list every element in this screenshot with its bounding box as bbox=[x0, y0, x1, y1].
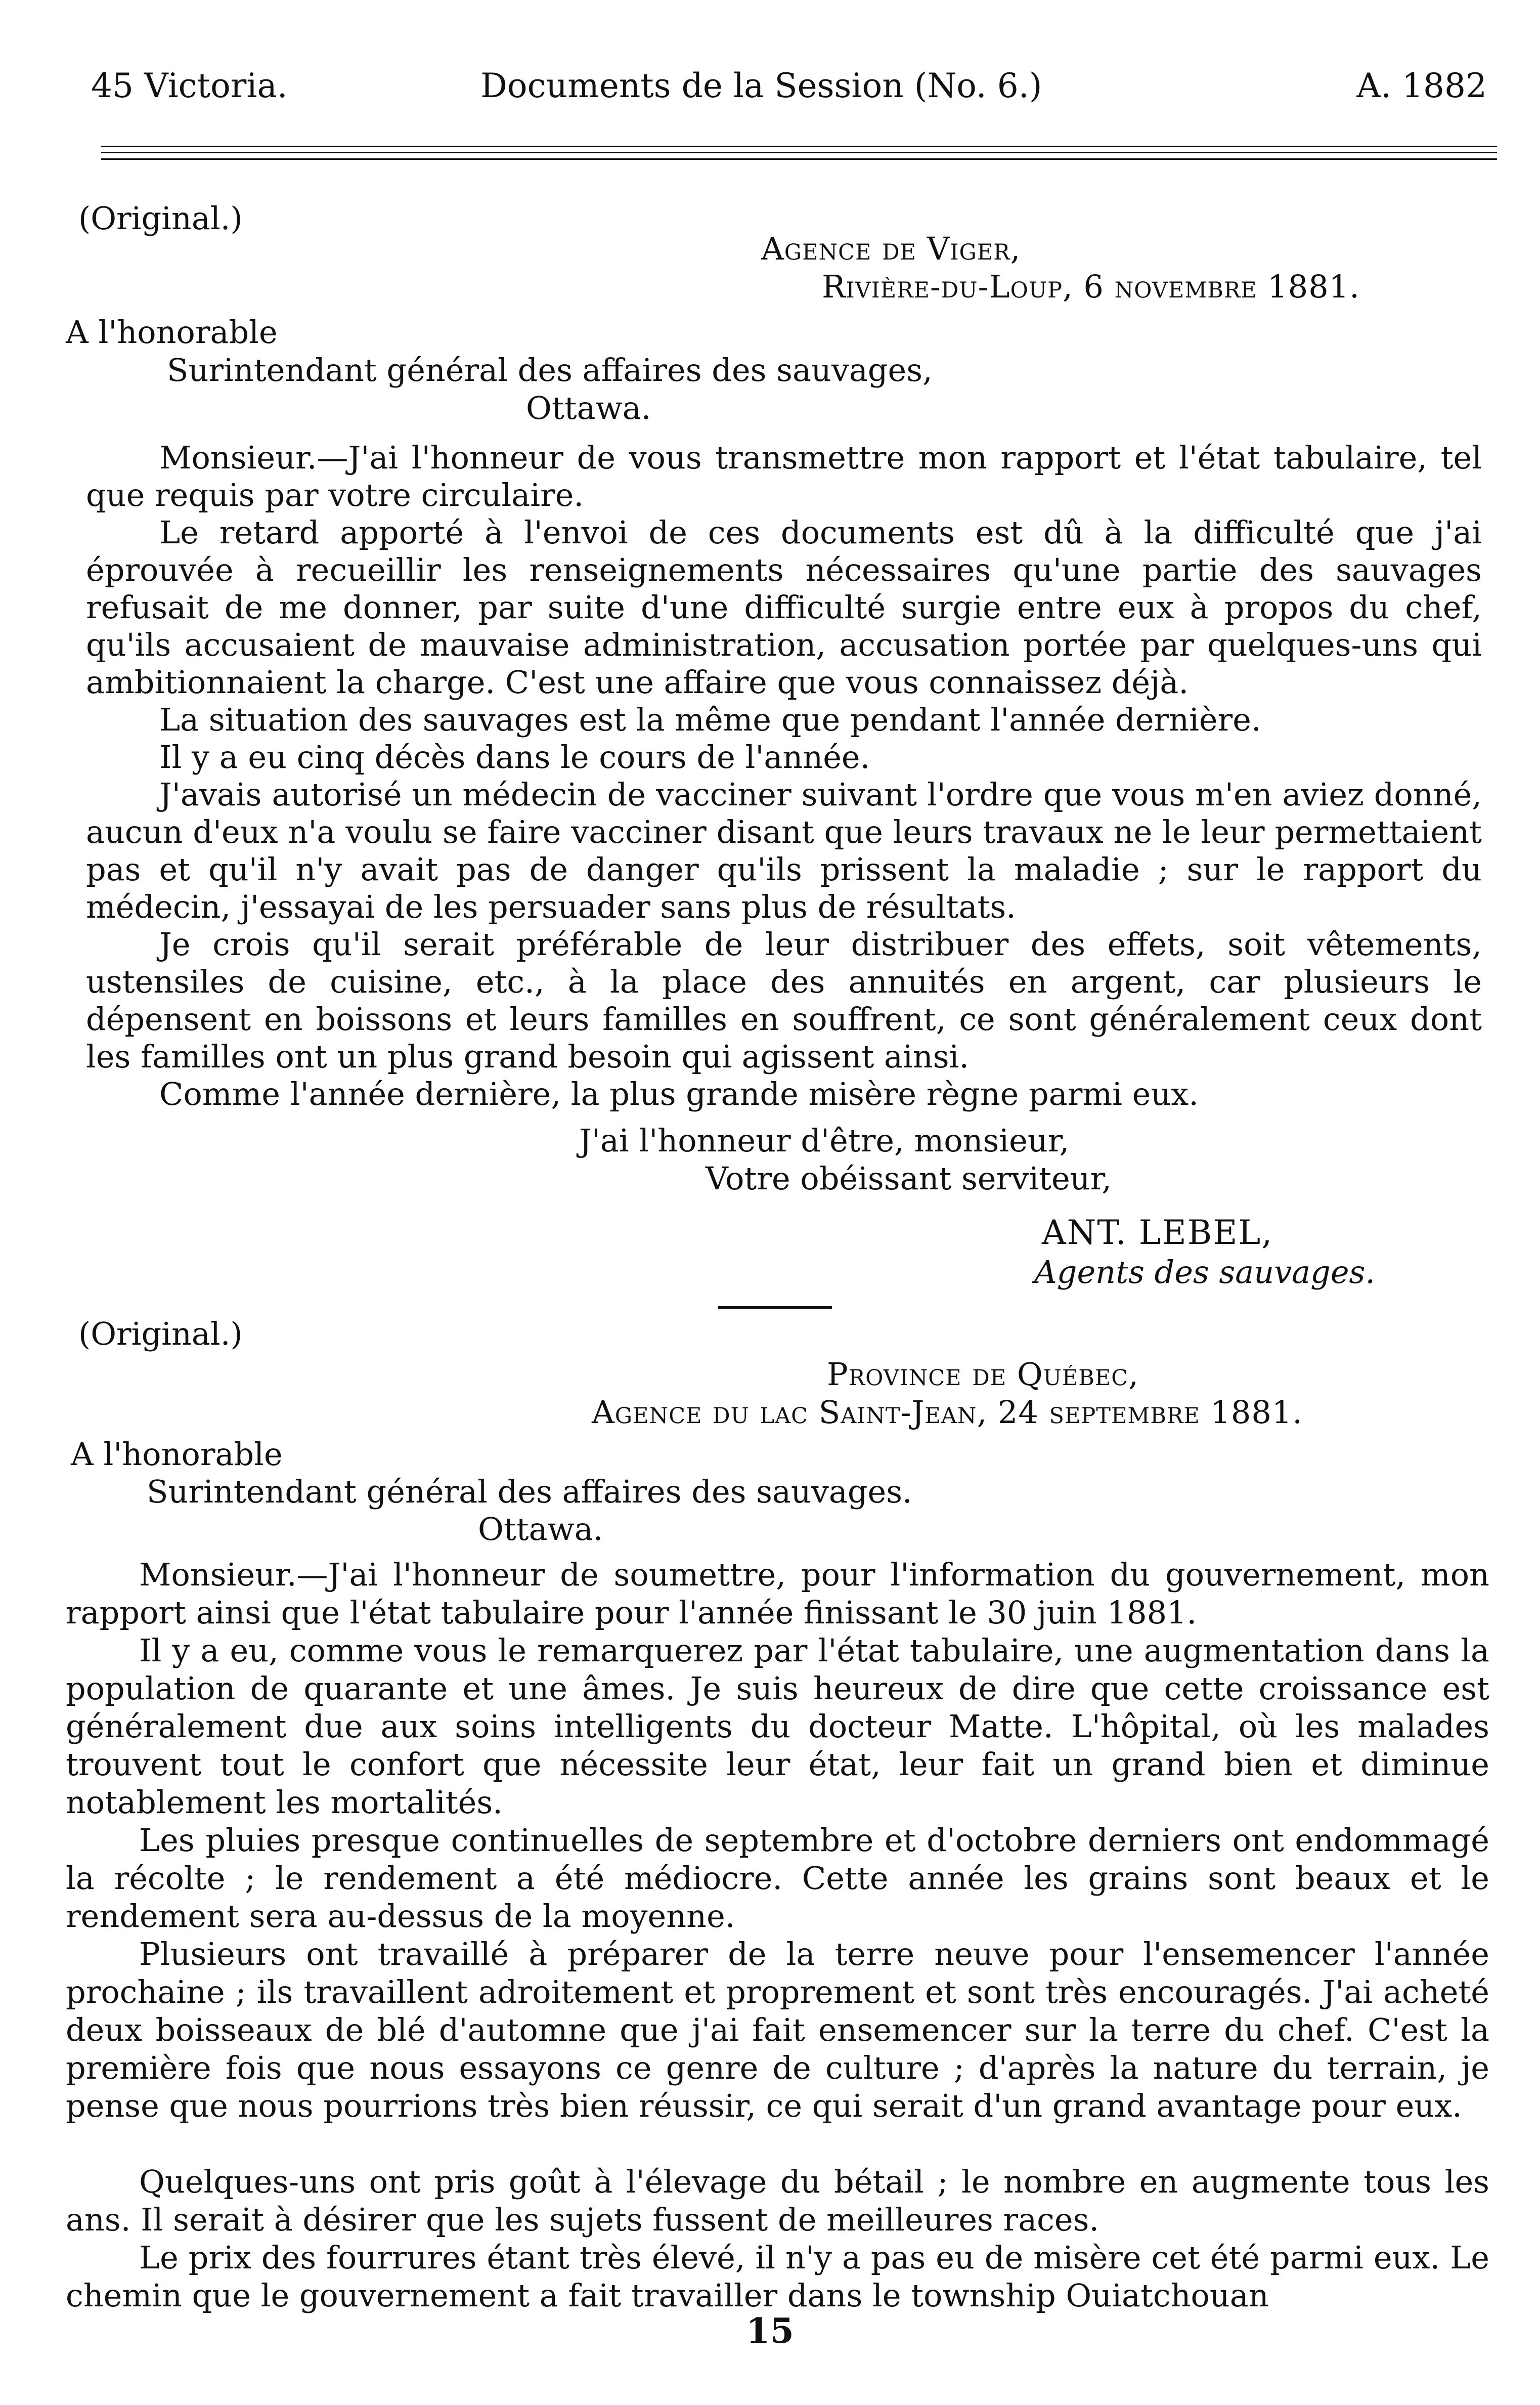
letter-paragraph: La situation des sauvages est la même que pendant l'année dernière. bbox=[159, 701, 1261, 738]
letter-paragraph: Le prix des fourrures étant très élevé, il n'y a pas eu de misère cet été parmi eux. Le chemin que le gouvernement a fait travailler dans le township Ouiatchouan bbox=[66, 2239, 1489, 2314]
letter-paragraph: Le retard apporté à l'envoi de ces documents est dû à la difficulté que j'ai éprouvée à recueillir les renseignements nécessaires qu'une partie des sauvages refusait de me donner, par suite d'une difficulté surgie entre eux à propos du chef, qu'ils accusaient de mauvaise administration, accusation portée par quelques-uns qui ambitionnaient la charge. C'est une affaire que vous connaissez déjà. bbox=[86, 514, 1482, 701]
closing-line: Votre obéissant serviteur, bbox=[706, 1160, 1112, 1197]
header-left: 45 Victoria. bbox=[91, 66, 288, 105]
header-center: Documents de la Session (No. 6.) bbox=[480, 66, 1042, 105]
agency-date-line: Agence du lac Saint-Jean, 24 septembre 1881. bbox=[592, 1394, 1303, 1431]
addressee-line: Surintendant général des affaires des sauvages, bbox=[167, 352, 933, 389]
page-number: 15 bbox=[746, 2311, 794, 2351]
place-date-line: Rivière-du-Loup, 6 novembre 1881. bbox=[822, 268, 1360, 305]
province-line: Province de Québec, bbox=[827, 1356, 1139, 1393]
letter-paragraph: Les pluies presque continuelles de septembre et d'octobre derniers ont endommagé la récolte ; le rendement a été médiocre. Cette année les grains sont beaux et le rendement sera au-dessus de la moyenne. bbox=[66, 1822, 1489, 1935]
addressee-line: A l'honorable bbox=[66, 314, 278, 351]
addressee-line: Ottawa. bbox=[526, 390, 651, 426]
signature-title: Agents des sauvages. bbox=[1034, 1254, 1376, 1291]
original-note: (Original.) bbox=[78, 200, 243, 237]
agency-line: Agence de Viger, bbox=[761, 230, 1021, 267]
closing-line: J'ai l'honneur d'être, monsieur, bbox=[579, 1122, 1070, 1159]
letter-paragraph: Monsieur.—J'ai l'honneur de soumettre, pour l'information du gouvernement, mon rapport ainsi que l'état tabulaire pour l'année finissant le 30 juin 1881. bbox=[66, 1556, 1489, 1631]
letter-paragraph: Plusieurs ont travaillé à préparer de la terre neuve pour l'ensemencer l'année prochaine ; ils travaillent adroitement et proprement et sont très encouragés. J'ai acheté deux boisseaux de blé d'automne que j'ai fait ensemencer sur la terre du chef. C'est la première fois que nous essayons ce genre de culture ; d'après la nature du terrain, je pense que nous pourrions très bien réussir, ce qui serait d'un grand avantage pour eux. bbox=[66, 1936, 1489, 2124]
letter-paragraph: Comme l'année dernière, la plus grande misère règne parmi eux. bbox=[159, 1076, 1199, 1112]
letter-paragraph: Monsieur.—J'ai l'honneur de vous transmettre mon rapport et l'état tabulaire, tel que requis par votre circulaire. bbox=[86, 439, 1482, 513]
header-right: A. 1882 bbox=[1356, 66, 1487, 105]
letter-paragraph: Il y a eu cinq décès dans le cours de l'année. bbox=[159, 739, 870, 776]
addressee-line: Ottawa. bbox=[478, 1511, 603, 1548]
signature: ANT. LEBEL, bbox=[1042, 1213, 1273, 1252]
letter-paragraph: J'avais autorisé un médecin de vacciner suivant l'ordre que vous m'en aviez donné, aucun d'eux n'a voulu se faire vacciner disant que leurs travaux ne le leur permettaient pas et qu'il n'y avait pas de danger qu'ils prissent la maladie ; sur le rapport du médecin, j'essayai de les persuader sans plus de résultats. bbox=[86, 776, 1482, 925]
addressee-line: A l'honorable bbox=[71, 1436, 283, 1473]
header-rule bbox=[101, 158, 1497, 160]
letter-paragraph: Je crois qu'il serait préférable de leur distribuer des effets, soit vêtements, ustensiles de cuisine, etc., à la place des annuités en argent, car plusieurs le dépensent en boissons et leurs familles en souffrent, ce sont généralement ceux dont les familles ont un plus grand besoin qui agissent ainsi. bbox=[86, 926, 1482, 1075]
letter-paragraph: Il y a eu, comme vous le remarquerez par l'état tabulaire, une augmentation dans la population de quarante et une âmes. Je suis heureux de dire que cette croissance est généralement due aux soins intelligents du docteur Matte. L'hôpital, où les malades trouvent tout le confort que nécessite leur état, leur fait un grand bien et diminue notablement les mortalités. bbox=[66, 1632, 1489, 1821]
header-rule bbox=[101, 152, 1497, 153]
original-note: (Original.) bbox=[78, 1315, 243, 1352]
section-separator bbox=[718, 1306, 832, 1309]
letter-paragraph: Quelques-uns ont pris goût à l'élevage du bétail ; le nombre en augmente tous les ans. Il serait à désirer que les sujets fussent de meilleures races. bbox=[66, 2163, 1489, 2238]
addressee-line: Surintendant général des affaires des sauvages. bbox=[147, 1473, 912, 1510]
header-rule bbox=[101, 146, 1497, 147]
